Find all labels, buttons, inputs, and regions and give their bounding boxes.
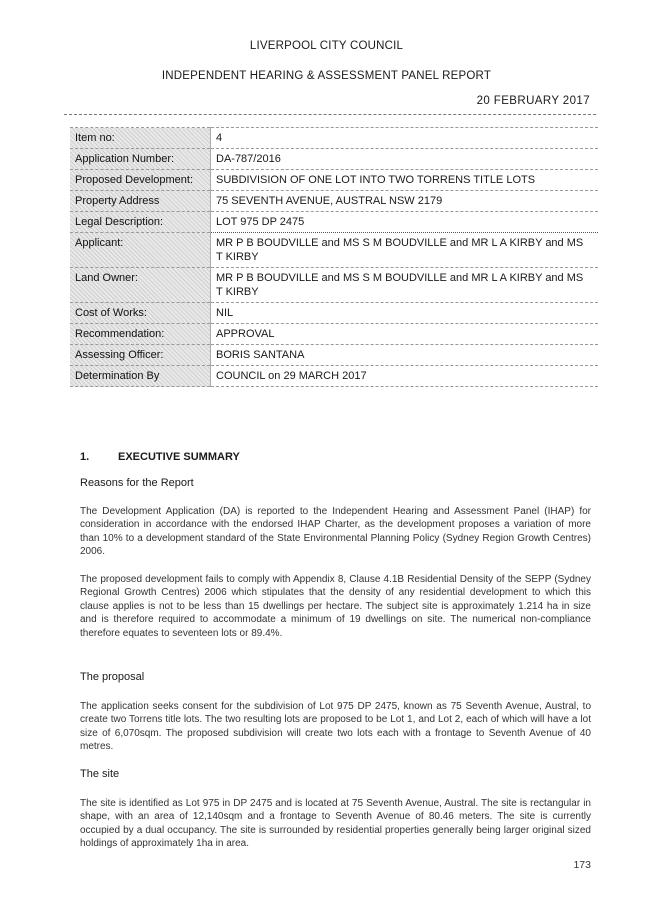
paragraph-site: The site is identified as Lot 975 in DP 2475 and is located at 75 Seventh Avenue, Austral. The site is rectangular in shape, with an area of 12,140sqm and a frontage to Seventh Avenue of 80.46 meters. The site is currently occupied by a dual occupancy. The site is surrounded by residential properties generally being larger original sized holdings of approximately 1ha in area. [80, 798, 591, 850]
row-label-cost-of-works: Cost of Works: [70, 303, 211, 324]
row-label-assessing-officer: Assessing Officer: [70, 345, 211, 366]
report-info-table [70, 127, 598, 387]
row-label-legal-description: Legal Description: [70, 212, 211, 233]
row-label-application-number: Application Number: [70, 149, 211, 170]
section-title-executive-summary: EXECUTIVE SUMMARY [118, 451, 240, 463]
row-label-land-owner: Land Owner: [70, 268, 211, 303]
table-row [70, 324, 598, 345]
report-date: 20 FEBRUARY 2017 [476, 95, 590, 107]
row-label-recommendation: Recommendation: [70, 324, 211, 345]
row-value-determination-by: COUNCIL on 29 MARCH 2017 [211, 366, 599, 387]
row-label-property-address: Property Address [70, 191, 211, 212]
table-row [70, 268, 598, 303]
header-divider [64, 114, 596, 115]
page-number: 173 [573, 859, 591, 871]
row-value-item-no: 4 [211, 128, 599, 149]
row-label-applicant: Applicant: [70, 233, 211, 268]
section-number: 1. [80, 451, 90, 463]
table-row [70, 366, 598, 387]
row-value-property-address: 75 SEVENTH AVENUE, AUSTRAL NSW 2179 [211, 191, 599, 212]
row-value-recommendation: APPROVAL [211, 324, 599, 345]
table-row [70, 212, 598, 233]
row-label-determination-by: Determination By [70, 366, 211, 387]
paragraph-reasons-1: The Development Application (DA) is reported to the Independent Hearing and Assessment Panel (IHAP) for consideration in accordance with the endorsed IHAP Charter, as the development proposes a variation of more than 10% to a development standard of the State Environmental Planning Policy (Sydney Region Growth Centres) 2006. [80, 506, 591, 558]
heading-site: The site [80, 768, 120, 780]
row-value-land-owner: MR P B BOUDVILLE and MS S M BOUDVILLE and MR L A KIRBY and MS T KIRBY [211, 268, 599, 303]
table-row [70, 128, 598, 149]
table-row [70, 191, 598, 212]
paragraph-reasons-2: The proposed development fails to comply with Appendix 8, Clause 4.1B Residential Density of the SEPP (Sydney Regional Growth Centres) 2006 which stipulates that the density of any residential development to which this clause applies is not to be less than 15 dwellings per hectare. The subject site is approximately 1.214 ha in size and is therefore required to accommodate a minimum of 19 dwellings on site. The numerical non-compliance therefore equates to seventeen lots or 89.4%. [80, 574, 591, 639]
heading-reasons: Reasons for the Report [80, 477, 194, 489]
row-value-applicant: MR P B BOUDVILLE and MS S M BOUDVILLE and MR L A KIRBY and MS T KIRBY [211, 233, 599, 268]
row-label-proposed-development: Proposed Development: [70, 170, 211, 191]
table-row [70, 303, 598, 324]
table-row [70, 170, 598, 191]
council-name: LIVERPOOL CITY COUNCIL [249, 40, 404, 52]
row-value-cost-of-works: NIL [211, 303, 599, 324]
row-value-proposed-development: SUBDIVISION OF ONE LOT INTO TWO TORRENS TITLE LOTS [211, 170, 599, 191]
table-row [70, 345, 598, 366]
row-label-item-no: Item no: [70, 128, 211, 149]
paragraph-proposal: The application seeks consent for the subdivision of Lot 975 DP 2475, known as 75 Seventh Avenue, Austral, to create two Torrens title lots. The two resulting lots are proposed to be Lot 1, and Lot 2, each of which will have a lot size of 6,070sqm. The proposed subdivision will create two lots each with a frontage to Seventh Avenue of 40 metres. [80, 701, 591, 753]
table-row [70, 233, 598, 268]
table-row [70, 149, 598, 170]
row-value-application-number: DA-787/2016 [211, 149, 599, 170]
row-value-legal-description: LOT 975 DP 2475 [211, 212, 599, 233]
report-title: INDEPENDENT HEARING & ASSESSMENT PANEL REPORT [161, 70, 492, 82]
row-value-assessing-officer: BORIS SANTANA [211, 345, 599, 366]
heading-proposal: The proposal [80, 671, 145, 683]
